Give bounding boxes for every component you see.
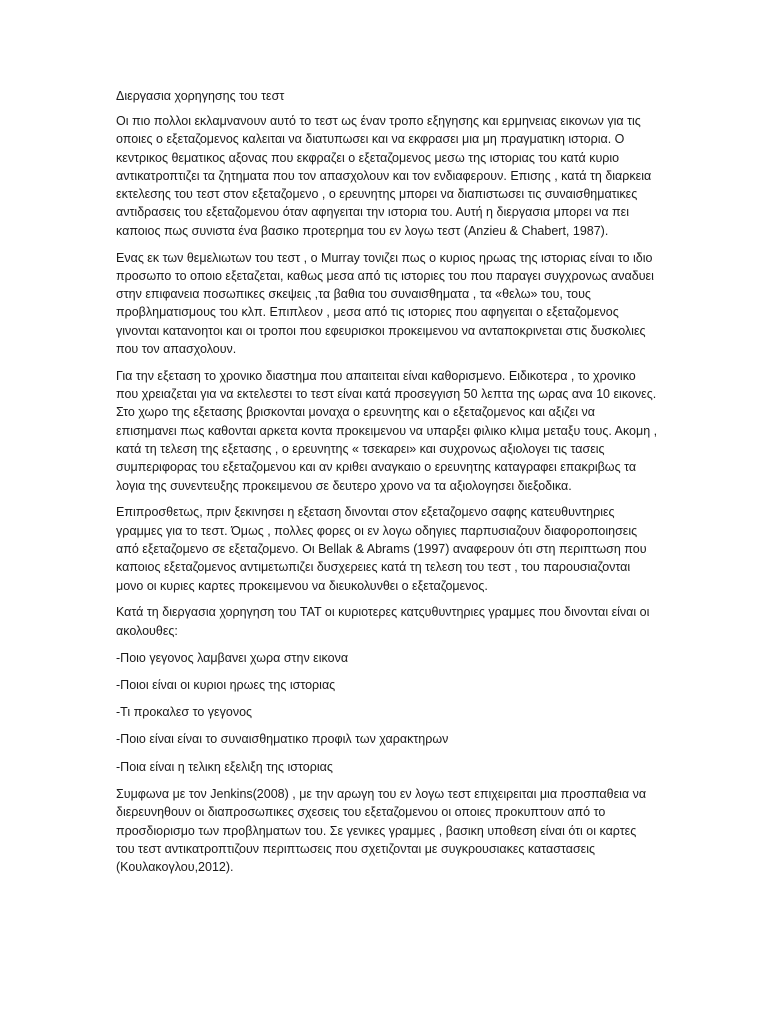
paragraph: Ενας εκ των θεμελιωτων του τεστ , ο Murray τονιζει πως ο κυριος ηρωας της ιστοριας είναι το ιδιο προσωπο το οποιο εξεταζεται, καθως μεσα από τις ιστοριες του που παραγει συγχρονως αναδυει στην επιφανεια ποσωπικες σκεψεις ,τα βαθια του συναισθηματα , τα «θελω» του, τους προβληματισμους του κλπ. Επιπλεον , μεσα από τις ιστοριες που αφηγειται ο εξεταζομενος γινονται κατανοητοι και οι τροποι που εφευρισκοι προκειμενου να ανταποκρινεται στις δυσκολιες που τον απασχολουν.	[116, 250, 654, 357]
list-item: -Τι προκαλεσ το γεγονος	[116, 705, 253, 720]
list-item: -Ποιο είναι είναι το συναισθηματικο προφιλ των χαρακτηρων	[116, 732, 449, 747]
paragraph: Επιπροσθετως, πριν ξεκινησει η εξεταση δινονται στον εξεταζομενο σαφης κατευθυντηριες γραμμες για το τεστ. Όμως , πολλες φορες οι εν λογω οδηγιες παρπυσιαζουν διαφοροποιησεις από εξεταζομενο σε εξεταζομενο. Οι Bellak & Abrams (1997) αναφερουν ότι στη περιπτωση που καποιος εξεταζομενος αντιμετωπιζει δυσχερειες κατά τη τελεση του τεστ , του παρουσιαζονται μονο οι κυριες καρτες προκειμενου να διευκολυνθει ο εξεταζομενος.	[116, 505, 647, 593]
paragraph: Για την εξεταση το χρονικο διαστημα που απαιτειται είναι καθορισμενο. Ειδικοτερα , το χρονικο που χρειαζεται για να εκτελεστει το τεστ είναι κατά προσεγγιση 50 λεπτα της ωρας ανα 10 εικονες. Στο χωρο της εξετασης βρισκονται μοναχα ο ερευνητης και ο εξεταζομενος και αξιζει να επισημανει πως καθονται αρκετα κοντα προκειμενου να υπαρξει φιλικο κλιμα μεταξυ τους. Ακομη , κατά τη τελεση της εξετασης , ο ερευνητης « τσεκαρει» και συχρονως αξιολογει τις τασεις συμπεριφορας του εξεταζομενου και αν κριθει αναγκαιο ο ερευνητης καταγραφει επακριβως τα λογια της συνεντευξης προκειμενου σε δευτερο χρονο να τα αξιολογησει διεξοδικα.	[116, 368, 658, 493]
closing-paragraph: Συμφωνα με τον Jenkins(2008) , με την αρωγη του εν λογω τεστ επιχειρειται μια προσπαθεια να διερευνηθουν οι διαπροσωπικες σχεσεις του εξεταζομενου οι οποιες προκυπτουν από το προσδιορισμο των προβληματων του. Σε γενικες γραμμες , βασικη υποθεση είναι ότι οι καρτες του τεστ αντικατροπτιζουν περιπτωσεις που σχετιζονται με συγκρουσιακες καταστασεις (Κουλακογλου,2012).	[116, 787, 647, 875]
list-item: -Ποιοι είναι οι κυριοι ηρωες της ιστοριας	[116, 677, 336, 692]
list-item: -Ποια είναι η τελικη εξελιξη της ιστοριας	[116, 759, 333, 774]
paragraph: Κατά τη διεργασια χορηγηση του TAT οι κυριοτερες κατςυθυντηριες γραμμες που δινονται είναι οι ακολουθες:	[116, 605, 650, 638]
document-title: Διεργασια χορηγησης του τεστ	[116, 89, 285, 103]
list-item: -Ποιο γεγονος λαμβανει χωρα στην εικονα	[116, 650, 349, 665]
paragraph: Οι πιο πολλοι εκλαμνανουν αυτό το τεστ ως έναν τροπο εξηγησης και ερμηνειας εικονων για τις οποιες ο εξεταζομενος καλειται να διατυπωσει και να εκφρασει μια μη πραγματικη ιστορια. Ο κεντρικος θεματικος αξονας που εκφραζει ο εξεταζομενος μεσω της ιστοριας του κατά κυριο αντικατροπτιζει τα ζητηματα που τον απασχολουν και τον ενδιαφερουν. Επισης , κατά τη διαρκεια εκτελεσης του τεστ στον εξεταζομενο , ο ερευνητης μπορει να διαπιστωσει τις συναισθηματικες αντιδρασεις του εξεταζομενου όταν αφηγειται την ιστορια του. Αυτή η διεργασια μπορει να πει καποιος πως συνιστα ένα βασικο προτερημα του εν λογω τεστ (Anzieu & Chabert, 1987).	[116, 114, 652, 238]
guideline-list	[116, 649, 658, 776]
